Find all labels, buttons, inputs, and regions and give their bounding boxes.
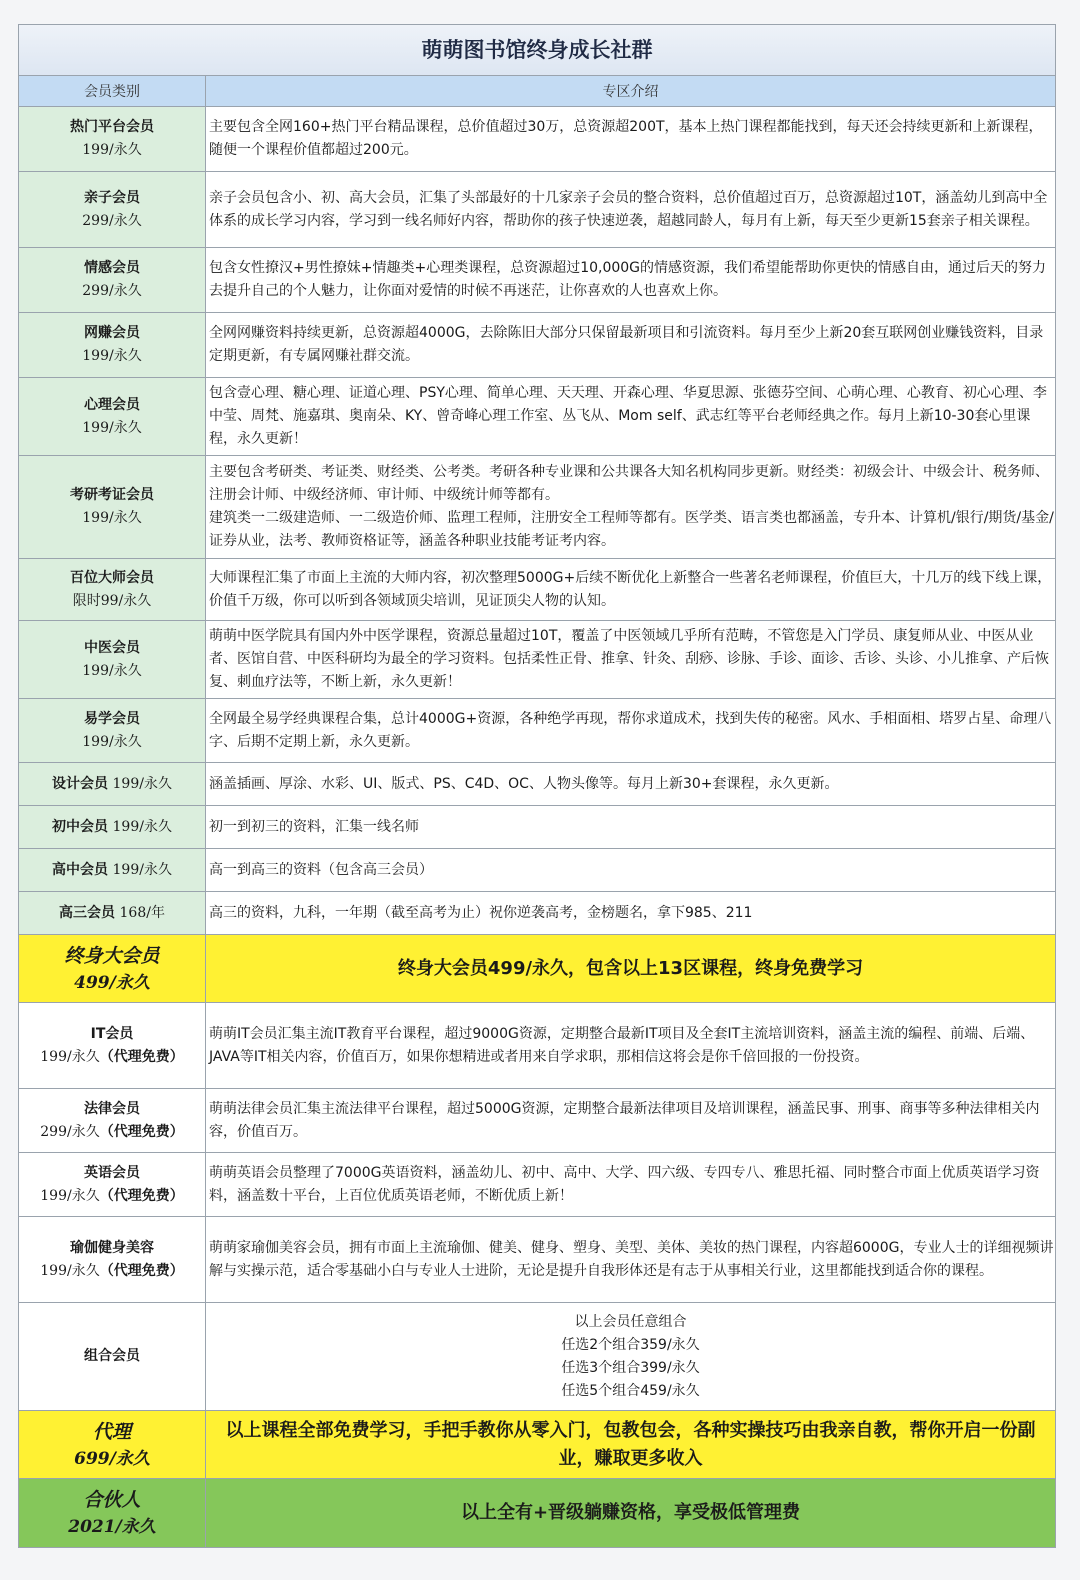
description-cell: 高一到高三的资料（包含高三会员）: [206, 849, 1056, 892]
category-cell: [19, 699, 206, 763]
table-row: [19, 559, 1055, 621]
category-cell: [19, 248, 206, 313]
category-cell: [19, 1303, 206, 1411]
table-row: [19, 763, 1055, 806]
member-price: 168/年: [119, 904, 165, 921]
description-cell: 高三的资料，九科，一年期（截至高考为止）祝你逆袭高考，金榜题名，拿下985、211: [206, 892, 1056, 935]
member-price: 限时99/永久: [72, 592, 152, 609]
member-price: 199/永久: [82, 510, 142, 526]
description-cell: 包含壹心理、糖心理、证道心理、PSY心理、简单心理、天天理、开森心理、华夏思源、张德芬空间、心萌心理、心教育、初心心理、李中莹、周梵、施嘉琪、奥南朵、KY、曾奇峰心理工作室、丛飞从、Mom self、武志红等平台老师经典之作。每月上新10-30套心里课程，永久更新！: [206, 378, 1056, 456]
table-row: [19, 456, 1055, 559]
member-price: 199/永久（代理免费）: [40, 1262, 184, 1279]
member-name: 英语会员: [84, 1164, 140, 1181]
member-name: 高中会员: [52, 861, 109, 878]
member-name: 心理会员: [84, 396, 140, 413]
table-row: [19, 1003, 1055, 1089]
member-price: 499/永久: [74, 972, 150, 993]
category-cell: [19, 1479, 206, 1547]
description-paragraph: 主要包含考研类、考证类、财经类、公考类。考研各种专业课和公共课各大知名机构同步更新。财经类：初级会计、中级会计、税务师、注册会计师、中级经济师、审计师、中级统计师等都有。: [209, 464, 1049, 503]
table-row: [19, 806, 1055, 849]
member-price: 2021/永久: [68, 1516, 156, 1537]
category-cell: [19, 621, 206, 699]
description-cell: 全网网赚资料持续更新，总资源超4000G，去除陈旧大部分只保留最新项目和引流资料。每月至少上新20套互联网创业赚钱资料，目录定期更新，有专属网赚社群交流。: [206, 313, 1056, 378]
table-row: [19, 172, 1055, 248]
member-name: 代理: [92, 1420, 131, 1443]
category-cell: [19, 313, 206, 378]
combo-line: 任选5个组合459/永久: [561, 1382, 700, 1399]
member-name: 高三会员: [59, 904, 116, 921]
category-cell: [19, 1217, 206, 1303]
combo-row: [19, 1303, 1055, 1411]
member-price: 299/永久: [82, 283, 142, 299]
member-price: 699/永久: [74, 1448, 150, 1469]
member-name: 热门平台会员: [70, 119, 154, 135]
description-paragraph: 建筑类一二级建造师、一二级造价师、监理工程师，注册安全工程师等都有。医学类、语言类也都涵盖，专升本、计算机/银行/期货/基金/证券从业，法考、教师资格证等，涵盖各种职业技能考证考内容。: [209, 510, 1054, 549]
category-cell: [19, 107, 206, 172]
category-cell: [19, 172, 206, 248]
table-row: [19, 1153, 1055, 1217]
member-name: 法律会员: [84, 1100, 140, 1117]
member-name: 初中会员: [52, 818, 109, 835]
member-name: 网赚会员: [84, 325, 140, 341]
combo-line: 任选2个组合359/永久: [561, 1336, 700, 1353]
category-cell: [19, 763, 206, 806]
table-row: [19, 1089, 1055, 1153]
description-cell: 萌萌英语会员整理了7000G英语资料，涵盖幼儿、初中、高中、大学、四六级、专四专八、雅思托福、同时整合市面上优质英语学习资料，涵盖数十平台，上百位优质英语老师，不断优质上新！: [206, 1153, 1056, 1217]
category-cell: [19, 1089, 206, 1153]
member-price: 199/永久: [82, 419, 142, 436]
agent-row: [19, 1411, 1055, 1479]
description-cell: 以上全有+晋级躺赚资格，享受极低管理费: [206, 1479, 1056, 1547]
member-price: 199/永久: [82, 348, 142, 364]
member-name: 瑜伽健身美容: [70, 1239, 154, 1256]
category-cell: [19, 1003, 206, 1089]
member-price: 199/永久（代理免费）: [40, 1187, 184, 1204]
lifetime-row: [19, 935, 1055, 1003]
table-header-row: [19, 76, 1055, 107]
category-cell: [19, 935, 206, 1003]
table-row: [19, 248, 1055, 313]
category-cell: [19, 1153, 206, 1217]
description-cell: 大师课程汇集了市面上主流的大师内容，初次整理5000G+后续不断优化上新整合一些著名老师课程，价值巨大，十几万的线下线上课，价值千万级，你可以听到各领域顶尖培训，见证顶尖人物的认知。: [206, 559, 1056, 621]
member-price: 199/永久: [112, 818, 172, 835]
member-price: 199/永久（代理免费）: [40, 1048, 184, 1065]
table-row: [19, 1217, 1055, 1303]
description-cell: 包含女性撩汉+男性撩妹+情趣类+心理类课程，总资源超过10,000G的情感资源，我们希望能帮助你更快的情感自由，通过后天的努力去提升自己的个人魅力，让你面对爱情的时候不再迷茫，让你喜欢的人也喜欢上你。: [206, 248, 1056, 313]
membership-sheet: [18, 24, 1056, 1548]
table-row: [19, 313, 1055, 378]
table-row: [19, 621, 1055, 699]
combo-line: 以上会员任意组合: [574, 1313, 687, 1330]
table-row: [19, 107, 1055, 172]
member-name: 合伙人: [83, 1488, 141, 1511]
description-cell: 终身大会员499/永久，包含以上13区课程，终身免费学习: [206, 935, 1056, 1003]
member-price: 199/永久: [82, 733, 142, 750]
description-cell: 全网最全易学经典课程合集，总计4000G+资源，各种绝学再现，帮你求道成术，找到失传的秘密。风水、手相面相、塔罗占星、命理八字、后期不定期上新，永久更新。: [206, 699, 1056, 763]
category-cell: [19, 849, 206, 892]
page-title: 萌萌图书馆终身成长社群: [19, 25, 1055, 76]
member-name: IT会员: [90, 1025, 134, 1042]
description-cell: 初一到初三的资料，汇集一线名师: [206, 806, 1056, 849]
description-cell: 亲子会员包含小、初、高大会员，汇集了头部最好的十几家亲子会员的整合资料，总价值超过百万，总资源超过10T，涵盖幼儿到高中全体系的成长学习内容，学习到一线名师好内容，帮助你的孩子快速逆袭，超越同龄人，每月有上新，每天至少更新15套亲子相关课程。: [206, 172, 1056, 248]
category-cell: [19, 378, 206, 456]
member-name: 设计会员: [52, 775, 109, 792]
category-cell: [19, 892, 206, 935]
combo-options: [206, 1303, 1056, 1411]
category-cell: [19, 806, 206, 849]
description-cell: [206, 456, 1056, 559]
member-name: 终身大会员: [64, 944, 160, 967]
table-row: [19, 849, 1055, 892]
member-name: 百位大师会员: [70, 569, 154, 586]
combo-line: 任选3个组合399/永久: [561, 1359, 700, 1376]
table-row: [19, 892, 1055, 935]
membership-table: [19, 76, 1055, 1547]
table-row: [19, 378, 1055, 456]
member-name: 情感会员: [84, 260, 140, 276]
member-name: 考研考证会员: [70, 487, 154, 503]
partner-row: [19, 1479, 1055, 1547]
description-cell: 萌萌家瑜伽美容会员，拥有市面上主流瑜伽、健美、健身、塑身、美型、美体、美妆的热门课程，内容超6000G，专业人士的详细视频讲解与实操示范，适合零基础小白与专业人士进阶，无论是提升自我形体还是有志于从事相关行业，这里都能找到适合你的课程。: [206, 1217, 1056, 1303]
description-cell: 主要包含全网160+热门平台精品课程，总价值超过30万，总资源超200T，基本上热门课程都能找到，每天还会持续更新和上新课程，随便一个课程价值都超过200元。: [206, 107, 1056, 172]
member-name: 亲子会员: [84, 189, 140, 206]
category-cell: [19, 456, 206, 559]
member-name: 组合会员: [84, 1348, 140, 1364]
category-cell: [19, 559, 206, 621]
member-price: 199/永久: [112, 861, 172, 878]
description-cell: 萌萌中医学院具有国内外中医学课程，资源总量超过10T，覆盖了中医领域几乎所有范畴，不管您是入门学员、康复师从业、中医从业者、医馆自营、中医科研均为最全的学习资料。包括柔性正骨、推拿、针灸、刮痧、诊脉、手诊、面诊、舌诊、头诊、小儿推拿、产后恢复、刺血疗法等，不断上新，永久更新！: [206, 621, 1056, 699]
description-cell: 萌萌法律会员汇集主流法律平台课程，超过5000G资源，定期整合最新法律项目及培训课程，涵盖民事、刑事、商事等多种法律相关内容，价值百万。: [206, 1089, 1056, 1153]
header-description: 专区介绍: [206, 76, 1056, 107]
member-price: 199/永久: [82, 142, 142, 158]
member-price: 199/永久: [112, 775, 172, 792]
member-price: 199/永久: [82, 662, 142, 679]
header-category: 会员类别: [19, 76, 206, 107]
description-cell: 萌萌IT会员汇集主流IT教育平台课程，超过9000G资源，定期整合最新IT项目及全套IT主流培训资料，涵盖主流的编程、前端、后端、JAVA等IT相关内容，价值百万，如果你想精进或者用来自学求职，那相信这将会是你千倍回报的一份投资。: [206, 1003, 1056, 1089]
member-name: 中医会员: [84, 639, 140, 656]
member-price: 299/永久（代理免费）: [40, 1123, 184, 1140]
member-price: 299/永久: [82, 212, 142, 229]
description-cell: 涵盖插画、厚涂、水彩、UI、版式、PS、C4D、OC、人物头像等。每月上新30+套课程，永久更新。: [206, 763, 1056, 806]
member-name: 易学会员: [84, 710, 140, 727]
category-cell: [19, 1411, 206, 1479]
table-row: [19, 699, 1055, 763]
description-cell: 以上课程全部免费学习，手把手教你从零入门，包教包会，各种实操技巧由我亲自教，帮你开启一份副业，赚取更多收入: [206, 1411, 1056, 1479]
